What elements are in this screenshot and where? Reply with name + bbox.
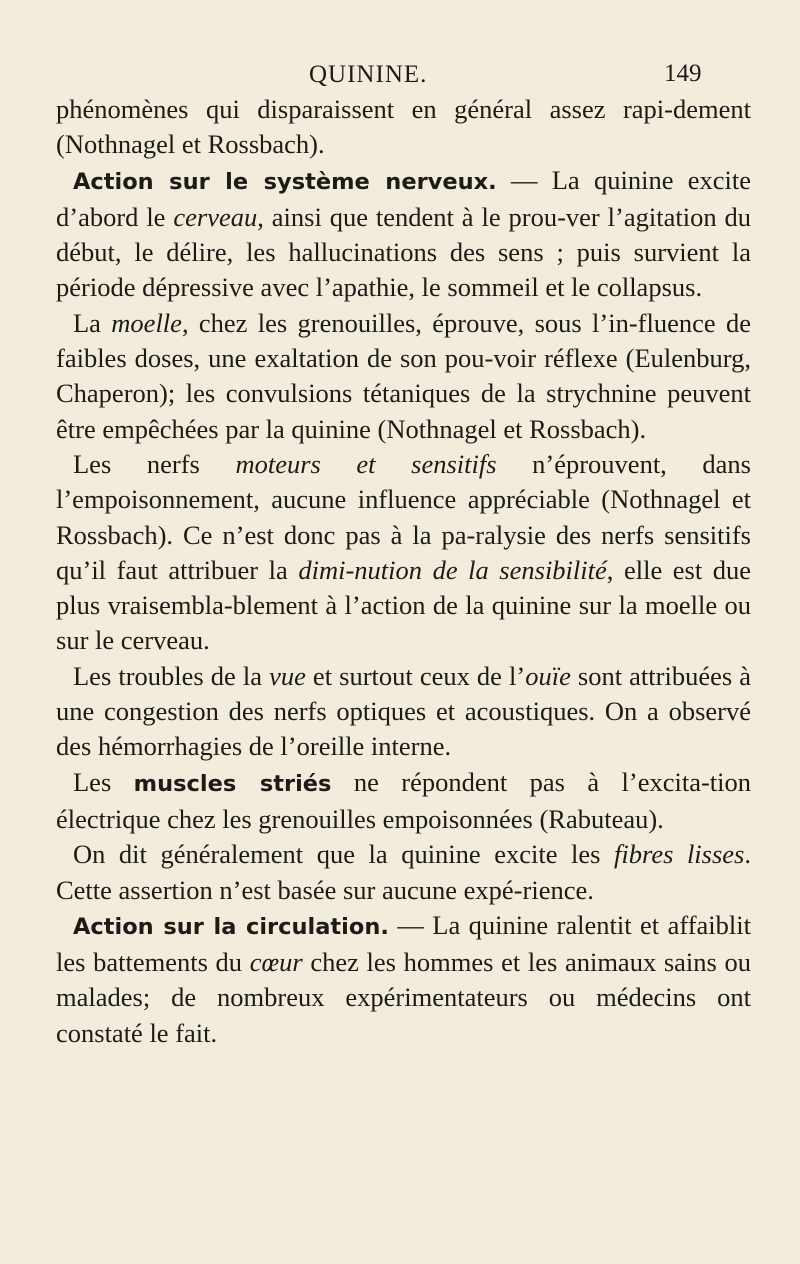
paragraph-text: phénomènes qui disparaissent en général assez rapi-dement (Nothnagel et Rossbach). bbox=[56, 94, 751, 160]
paragraph-nervous-system bbox=[56, 163, 751, 306]
running-head-title: QUININE. bbox=[309, 61, 428, 88]
paragraph-text: Les bbox=[73, 766, 134, 797]
paragraph-text: . Cette assertion n’est basée sur aucune expé-rience. bbox=[56, 839, 751, 905]
paragraph-text: La bbox=[73, 307, 112, 338]
paragraph-striated-muscles bbox=[56, 765, 751, 838]
paragraph-continuation bbox=[56, 92, 751, 163]
emphasis-text: cœur bbox=[249, 947, 303, 978]
paragraph-text: Les nerfs bbox=[73, 448, 236, 479]
paragraph-spinal-cord bbox=[56, 306, 751, 447]
emphasis-text: fibres lisses bbox=[614, 839, 745, 870]
page-number: 149 bbox=[664, 60, 702, 87]
paragraph-text: n’éprouvent, dans l’empoisonnement, aucune influence appréciable (Nothnagel et Rossbach). Ce n’est donc pas à la pa-ralysie des nerfs sensitifs qu’il faut attribuer la bbox=[56, 448, 751, 585]
paragraph-text: , elle est due plus vraisembla-blement à l’action de la quinine sur la moelle ou sur le cerveau. bbox=[56, 554, 752, 656]
paragraph-nerves bbox=[56, 447, 751, 659]
paragraph-text: et surtout ceux de l’ bbox=[305, 660, 526, 691]
paragraph-sight-hearing bbox=[56, 659, 751, 765]
paragraph-text: chez les hommes et les animaux sains ou malades; de nombreux expérimentateurs ou médecins ont constaté le fait. bbox=[56, 947, 751, 1048]
paragraph-text: — La quinine ralentit et affaiblit les battements du bbox=[56, 909, 751, 978]
section-heading-circulation: Action sur la circulation. bbox=[73, 913, 389, 940]
paragraph-text: Les troubles de la bbox=[73, 660, 270, 691]
paragraph-text: , ainsi que tendent à le prou-ver l’agitation du début, le délire, les hallucinations des sens ; puis survient la période dépressive avec l’apathie, le sommeil et le collapsus. bbox=[56, 201, 751, 303]
paragraph-text: sont attribuées à une congestion des nerfs optiques et acoustiques. On a observé des hémorrhagies de l’oreille interne. bbox=[56, 660, 751, 762]
emphasis-text: cerveau bbox=[173, 201, 258, 232]
paragraph-text: ne répondent pas à l’excita-tion électrique chez les grenouilles empoisonnées (Rabuteau). bbox=[56, 766, 752, 834]
emphasis-text: moelle bbox=[111, 307, 182, 338]
bold-term: muscles striés bbox=[133, 770, 332, 797]
body-text bbox=[56, 92, 751, 1051]
emphasis-text: moteurs et sensitifs bbox=[235, 448, 497, 479]
emphasis-text: dimi-nution de la sensibilité bbox=[298, 554, 607, 585]
paragraph-text: On dit généralement que la quinine excite les bbox=[73, 839, 615, 870]
paragraph-text: , chez les grenouilles, éprouve, sous l’in-fluence de faibles doses, une exaltation de son pou-voir réflexe (Eulenburg, Chaperon); les convulsions tétaniques de la strychnine peuvent être empêchées par la quinine (Nothnagel et Rossbach). bbox=[56, 307, 751, 444]
section-heading-nervous-system: Action sur le système nerveux. bbox=[73, 168, 497, 195]
running-head bbox=[56, 0, 751, 92]
paragraph-circulation bbox=[56, 908, 751, 1051]
paragraph-smooth-fibres bbox=[56, 837, 751, 908]
emphasis-text: ouïe bbox=[525, 660, 571, 691]
paragraph-text: — La quinine excite d’abord le bbox=[56, 164, 752, 232]
emphasis-text: vue bbox=[269, 660, 306, 691]
